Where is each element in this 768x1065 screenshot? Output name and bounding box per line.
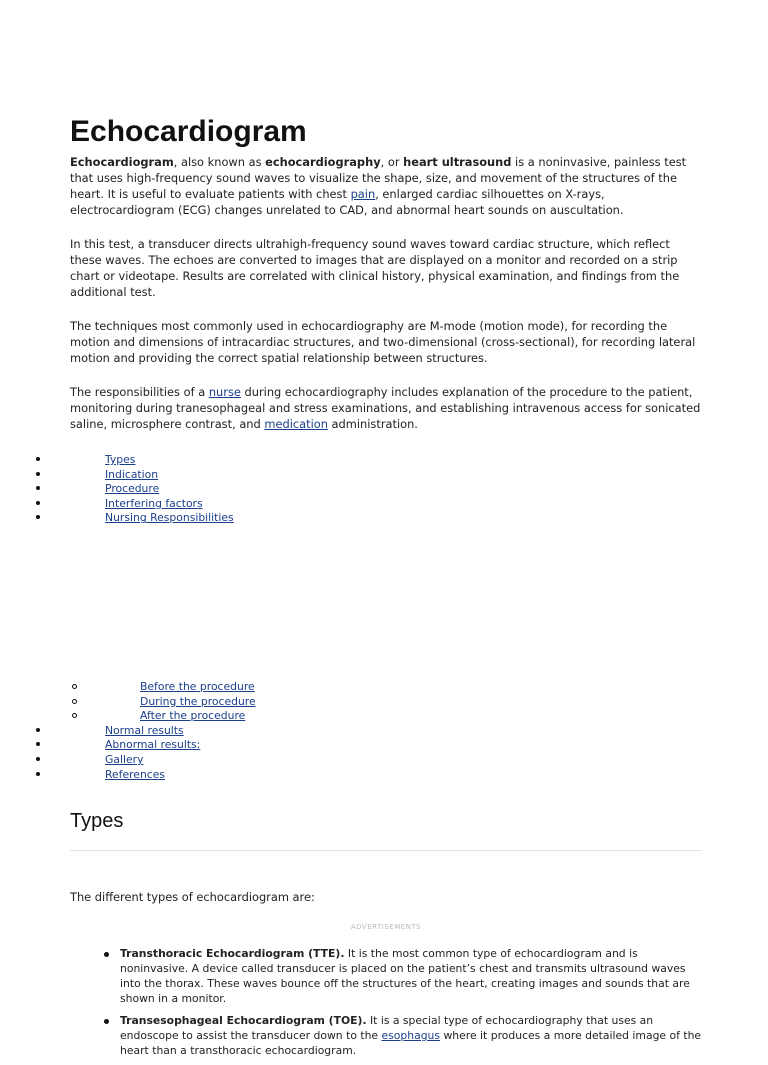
toc-link-gallery[interactable]: Gallery: [105, 752, 144, 766]
responsibilities-paragraph: [70, 384, 702, 432]
bold-term: Transthoracic Echocardiogram (TTE).: [120, 947, 345, 961]
list-item-text: where it produces a more detailed image of the heart than a transthoracic echocardiogram.: [120, 1029, 702, 1058]
toc-item: [70, 467, 702, 482]
paragraph-text: , also known as: [173, 155, 266, 169]
toc-link-normal-results[interactable]: Normal results: [105, 723, 184, 737]
link-nurse[interactable]: nurse: [208, 385, 241, 399]
toc-item: [70, 452, 702, 467]
page-title: Echocardiogram: [70, 115, 307, 148]
paragraph-text: The responsibilities of a: [70, 385, 209, 399]
toc-link-procedure[interactable]: Procedure: [105, 482, 160, 496]
section-divider: [70, 850, 702, 851]
toc-link-types[interactable]: Types: [105, 453, 136, 466]
bold-term: echocardiography: [265, 155, 381, 169]
paragraph-text: administration.: [327, 417, 418, 431]
toc-item: [70, 767, 702, 782]
link-medication[interactable]: medication: [264, 417, 328, 431]
toc-link-nursing-responsibilities[interactable]: Nursing Responsibilities: [105, 511, 234, 525]
paragraph-text: is a noninvasive, painless test that uses high-frequency sound waves to visualize the shape, size, and movement of the structures of the heart. It is useful to evaluate patients with chest: [70, 155, 687, 201]
table-of-contents-continued: [70, 679, 702, 781]
bold-term: Echocardiogram: [70, 155, 174, 169]
section-heading-types: Types: [70, 810, 124, 833]
intro-paragraph: [70, 154, 702, 218]
toc-subitem: [70, 679, 702, 694]
paragraph-text: during echocardiography includes explanation of the procedure to the patient, monitoring during tranesophageal and stress examinations, and establishing intravenous access for sonicated saline, microsphere contrast, and: [70, 385, 701, 431]
toc-item: [70, 510, 702, 525]
list-item: [70, 946, 702, 1006]
bold-term: Transesophageal Echocardiogram (TOE).: [120, 1014, 367, 1028]
link-pain[interactable]: pain: [350, 187, 376, 201]
toc-item: [70, 723, 702, 738]
toc-link-references[interactable]: References: [105, 767, 165, 781]
toc-subitem: [70, 708, 702, 723]
paragraph-text: , enlarged cardiac silhouettes on X-rays, electrocardiogram (ECG) changes unrelated to CAD, and abnormal heart sounds on auscultation.: [70, 187, 624, 217]
table-of-contents: [70, 452, 702, 525]
toc-link-during-procedure[interactable]: During the procedure: [140, 694, 256, 708]
toc-item: [70, 481, 702, 496]
paragraph-text: , or: [380, 155, 404, 169]
list-item: [70, 1013, 702, 1058]
advertisements-label: ADVERTISEMENTS: [350, 923, 422, 932]
list-item-text: It is a special type of echocardiography that uses an endoscope to assist the transducer down to the: [120, 1014, 654, 1043]
toc-link-interfering-factors[interactable]: Interfering factors: [105, 496, 203, 510]
types-list: [70, 946, 702, 1058]
blank-space: [70, 525, 702, 679]
toc-link-abnormal-results[interactable]: Abnormal results:: [105, 738, 201, 752]
toc-link-before-procedure[interactable]: Before the procedure: [140, 679, 255, 693]
toc-link-indication[interactable]: Indication: [105, 467, 159, 481]
article: [70, 114, 702, 1065]
techniques-paragraph: The techniques most commonly used in echocardiography are M-mode (motion mode), for recording the motion and dimensions of intracardiac structures, and two-dimensional (cross-sectional), for recording lateral motion and providing the correct spatial relationship between structures.: [70, 319, 696, 365]
toc-item: [70, 496, 702, 511]
bold-term: heart ultrasound: [403, 155, 512, 169]
types-intro: The different types of echocardiogram are:: [70, 890, 315, 905]
list-item-text: It is the most common type of echocardiogram and is noninvasive. A device called transducer is placed on the patient’s chest and transmits ultrasound waves into the thorax. These waves bounce off the structures of the heart, creating images and sounds that are shown in a monitor.: [120, 947, 690, 1006]
test-paragraph: In this test, a transducer directs ultrahigh-frequency sound waves toward cardiac structure, which reflect these waves. The echoes are converted to images that are displayed on a monitor and recorded on a strip chart or videotape. Results are correlated with clinical history, physical examination, and findings from the additional test.: [70, 237, 680, 299]
toc-item: [70, 752, 702, 767]
toc-link-after-procedure[interactable]: After the procedure: [140, 709, 246, 723]
toc-subitem: [70, 694, 702, 709]
link-esophagus[interactable]: esophagus: [381, 1029, 441, 1043]
toc-item: [70, 737, 702, 752]
